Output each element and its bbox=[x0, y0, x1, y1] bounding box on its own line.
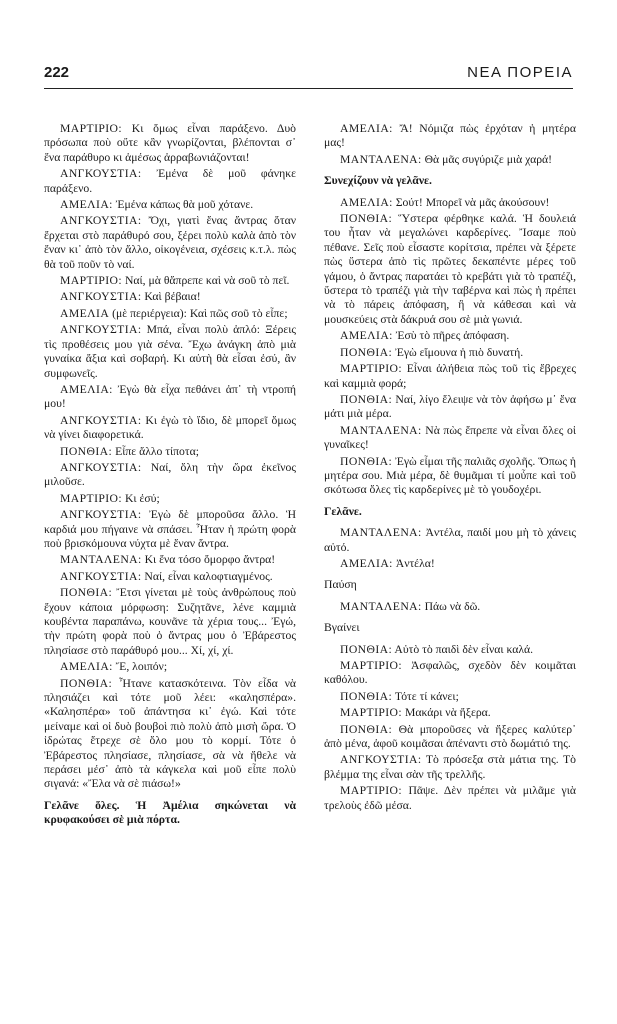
dialogue-line bbox=[324, 784, 576, 813]
speaker-name: ΜΑΝΤΑΛΕΝΑ: bbox=[340, 152, 422, 166]
speaker-name: ΜΑΡΤΙΡΙΟ: bbox=[340, 362, 403, 376]
stage-direction: Γελᾶνε. bbox=[324, 504, 362, 518]
speaker-name: ΠΟΝΘΙΑ: bbox=[340, 722, 393, 736]
page-number: 222 bbox=[44, 64, 70, 81]
dialogue-line bbox=[324, 329, 576, 343]
dialogue-line bbox=[324, 706, 576, 720]
dialogue-text: Ἐγὼ δὲ μποροῦσα ἄλλο. Ἡ καρδιά μου πήγαινε νὰ σπάσει. Ἦταν ἡ πρώτη φορὰ ποὺ βρισκόμουνα νύχτα μὲ ἕναν ἄντρα. bbox=[44, 508, 296, 550]
dialogue-text: Ἔ, λοιπόν; bbox=[112, 660, 168, 674]
dialogue-line bbox=[324, 557, 576, 571]
dialogue-text: Σούτ! Μπορεῖ νὰ μᾶς ἀκούσουν! bbox=[392, 195, 550, 209]
speaker-name: ΜΑΡΤΙΡΙΟ: bbox=[60, 274, 123, 288]
speaker-name: ΑΝΓΚΟΥΣΤΙΑ: bbox=[60, 413, 142, 427]
right-column bbox=[324, 122, 576, 815]
dialogue-line bbox=[324, 362, 576, 391]
dialogue-line bbox=[44, 660, 296, 674]
speaker-name: ΑΜΕΛΙΑ: bbox=[340, 329, 393, 343]
speaker-name: ΑΝΓΚΟΥΣΤΙΑ: bbox=[60, 290, 142, 304]
dialogue-text: Θὰ μᾶς συγύριζε μιὰ χαρά! bbox=[421, 152, 553, 166]
dialogue-line bbox=[44, 383, 296, 412]
speaker-name: ΑΝΓΚΟΥΣΤΙΑ: bbox=[60, 167, 142, 181]
stage-direction: Παύση bbox=[324, 578, 357, 592]
dialogue-text: Τὸ πρόσεξα στὰ μάτια της. Τὸ βλέμμα της εἶναι σὰν τῆς τρελλῆς. bbox=[324, 753, 576, 781]
speaker-name: ΠΟΝΘΙΑ: bbox=[340, 392, 393, 406]
dialogue-line bbox=[44, 553, 296, 567]
speaker-name: ΑΜΕΛΙΑ: bbox=[340, 195, 393, 209]
dialogue-line bbox=[44, 586, 296, 658]
dialogue-line bbox=[44, 461, 296, 490]
dialogue-text: Μπά, εἶναι πολὺ ἁπλό: Ξέρεις τὶς προθέσεις μου γιὰ σένα. Ἔχω ἀνάγκη ἀπὸ μιὰ γυναίκα ἄξια καὶ σοβαρή. Κι αὐτὴ θὰ εἶσαι ἐσύ, ἂν συμφωνεῖς. bbox=[44, 323, 296, 380]
dialogue-text: Κι ὅμως εἶναι παράξενο. Δυὸ πρόσωπα ποὺ οὔτε κἂν γνωρίζονται, βλέπονται σ᾽ ἕνα παράθυρο κι ἀμέσως ἀρραβωνιάζονται! bbox=[44, 122, 296, 164]
dialogue-line bbox=[44, 570, 296, 584]
dialogue-text: Ἐμένα κάπως θὰ μοῦ χότανε. bbox=[112, 198, 254, 212]
dialogue-text: Θὰ μποροῦσες νὰ ἤξερες καλύτερ᾽ ἀπὸ μένα, ἀφοῦ κοιμᾶσαι ἀπέναντι στὸ δωμάτιό της. bbox=[324, 722, 576, 751]
dialogue-line bbox=[324, 690, 576, 704]
dialogue-text: Ἐμένα δὲ μοῦ φάνηκε παράξενο. bbox=[44, 167, 296, 195]
dialogue-line bbox=[44, 414, 296, 443]
speaker-name: ΑΝΓΚΟΥΣΤΙΑ: bbox=[340, 753, 422, 767]
left-column bbox=[44, 122, 296, 835]
dialogue-line bbox=[324, 212, 576, 327]
dialogue-line bbox=[324, 753, 576, 782]
dialogue-text: Νὰ πὼς ἔπρεπε νὰ εἶναι ὅλες οἱ γυναῖκες! bbox=[324, 423, 576, 452]
stage-direction: Συνεχίζουν νὰ γελᾶνε. bbox=[324, 174, 432, 188]
dialogue-line bbox=[44, 323, 296, 381]
dialogue-text: Ἐγὼ εἶμαι τῆς παλιᾶς σχολῆς. Ὅπως ἡ μητέρα σου. Μιὰ μέρα, δὲ θυμᾶμαι τί μοὖπε καὶ τοῦ σκότωσα ὅλες τὶς καρδερίνες μὲ τὸ γουδοχέρι. bbox=[324, 454, 576, 497]
speaker-name: ΑΝΓΚΟΥΣΤΙΑ: bbox=[60, 460, 142, 474]
dialogue-text: Ὕστερα φέρθηκε καλά. Ἡ δουλειά του ἦταν νὰ μεγαλώνει καρδερίνες. Ἴσαμε ποὺ πέθανε. Σεῖς ποὺ εἶσαστε κορίτσια, πρέπει νὰ ξέρετε πὼς ὕστερα ἀπὸ τὶς πρῶτες δεκαπέντε μέρες τοῦ γάμου, ὁ ἄντρας παρατάει τὸ κρεβάτι γιὰ τὸ τραπέζι, ὕστερα τὸ τραπέζι γιὰ τὴν ταβέρνα καὶ πὼς ἡ πρέπει νὰ τὸ πάρεις ἀπόφαση, ἢ νὰ κάθεσαι καὶ νὰ μουσκεύεις στὰ δάκρυά σου σὲ μιὰ γωνιά. bbox=[324, 212, 576, 326]
dialogue-text: Ἐσὺ τὸ πῆρες ἀπόφαση. bbox=[392, 329, 510, 343]
dialogue-line bbox=[44, 290, 296, 304]
dialogue-line bbox=[324, 723, 576, 752]
speaker-name: ΑΝΓΚΟΥΣΤΙΑ: bbox=[60, 214, 142, 228]
dialogue-text: Κι ἐσύ; bbox=[122, 491, 160, 505]
dialogue-text: Ναί, μὰ θἄπρεπε καὶ νὰ σοῦ τὸ πεῖ. bbox=[122, 274, 290, 288]
dialogue-line bbox=[44, 122, 296, 165]
speaker-name: ΠΟΝΘΙΑ: bbox=[60, 444, 113, 458]
speaker-name: ΜΑΡΤΙΡΙΟ: bbox=[340, 706, 403, 720]
dialogue-text: Εἶπε ἄλλο τίποτα; bbox=[112, 444, 199, 458]
dialogue-line bbox=[44, 274, 296, 288]
dialogue-text: (μὲ περιέργεια): Καὶ πῶς σοῦ τὸ εἶπε; bbox=[109, 306, 288, 320]
dialogue-line bbox=[324, 122, 576, 151]
speaker-name: ΜΑΡΤΙΡΙΟ: bbox=[60, 122, 123, 135]
dialogue-line bbox=[324, 196, 576, 210]
speaker-name: ΠΟΝΘΙΑ: bbox=[340, 345, 393, 359]
speaker-name: ΜΑΡΤΙΡΙΟ: bbox=[340, 784, 403, 798]
speaker-name: ΑΜΕΛΙΑ bbox=[60, 306, 110, 320]
speaker-name: ΜΑΡΤΙΡΙΟ: bbox=[60, 491, 123, 505]
dialogue-text: Ἐγὼ θὰ εἶχα πεθάνει ἀπ᾽ τὴ ντροπή μου! bbox=[44, 382, 296, 411]
speaker-name: ΜΑΝΤΑΛΕΝΑ: bbox=[60, 553, 142, 567]
dialogue-text: Ναί, εἶναι καλοφτιαγμένος. bbox=[141, 569, 273, 583]
speaker-name: ΠΟΝΘΙΑ: bbox=[340, 642, 393, 656]
speaker-name: ΠΟΝΘΙΑ: bbox=[340, 454, 393, 468]
dialogue-line bbox=[44, 167, 296, 196]
dialogue-text: Ἀσφαλῶς, σχεδὸν δὲν κοιμᾶται καθόλου. bbox=[324, 659, 576, 687]
dialogue-text: Ἐγὼ εἴμουνα ἡ πιὸ δυνατή. bbox=[392, 345, 524, 359]
speaker-name: ΑΝΓΚΟΥΣΤΙΑ: bbox=[60, 323, 142, 337]
dialogue-line bbox=[44, 307, 296, 321]
stage-direction: Βγαίνει bbox=[324, 621, 360, 635]
speaker-name: ΑΜΕΛΙΑ: bbox=[60, 660, 113, 674]
dialogue-line bbox=[324, 659, 576, 688]
speaker-name: ΠΟΝΘΙΑ: bbox=[340, 689, 393, 703]
dialogue-text: Κι ἐγὼ τὸ ἴδιο, δὲ μπορεῖ ὅμως νὰ γίνει διαφορετικά. bbox=[44, 413, 296, 442]
dialogue-text: Αὐτὸ τὸ παιδὶ δὲν εἶναι καλά. bbox=[392, 642, 534, 656]
dialogue-text: Καὶ βέβαια! bbox=[141, 290, 201, 304]
dialogue-line bbox=[44, 214, 296, 272]
speaker-name: ΜΑΡΤΙΡΙΟ: bbox=[340, 659, 403, 672]
speaker-name: ΠΟΝΘΙΑ: bbox=[60, 586, 113, 600]
speaker-name: ΑΝΓΚΟΥΣΤΙΑ: bbox=[60, 569, 142, 583]
header-rule bbox=[44, 88, 573, 89]
speaker-name: ΜΑΝΤΑΛΕΝΑ: bbox=[340, 526, 422, 540]
dialogue-text: Ἔτσι γίνεται μὲ τοὺς ἀνθρώπους ποὺ ἔχουν κάποια μόρφωση: Συζητᾶνε, λένε καμμιὰ κουβέντα παραπάνω, κουνᾶνε τὰ χέρια τους... Ἐγώ, τὴν πρώτη φορὰ ποὺ ὁ ἄντρας μου ὁ Ἐβάρεστος πλησίασε στὸ παράθυρό μου... Χί, χί, χί. bbox=[44, 586, 296, 657]
speaker-name: ΑΜΕΛΙΑ: bbox=[340, 556, 393, 570]
dialogue-text: Ἀντέλα, παιδί μου μὴ τὸ χάνεις αὐτό. bbox=[324, 526, 576, 554]
dialogue-line bbox=[44, 445, 296, 459]
dialogue-text: Ἦτανε κατασκότεινα. Τὸν εἶδα νὰ πλησιάζει καὶ τότε μοῦ λέει: «καλησπέρα». «Καλησπέρα» τοῦ ἀπάντησα κι᾽ ἐγώ. Καὶ τότε μείναμε καὶ οἱ δυὸ βουβοὶ πιὸ πολὺ ἀπὸ μισὴ ὥρα. Ὁ ἱδρώτας ἔτρεχε σὲ ὅλο μου τὸ κορμί. Τότε ὁ Ἐβάρεστος πλησίασε, πλησίασε, σὰ νὰ ἤθελε νὰ περάσει μέσ᾽ ἀπὸ τὰ κάγκελα καὶ μοῦ εἶπε πολὺ σιγανά: «Ἔλα νὰ σὲ πιάσω!» bbox=[44, 676, 296, 791]
dialogue-text: Ἄ! Νόμιζα πὼς ἐρχόταν ἡ μητέρα μας! bbox=[324, 122, 576, 150]
dialogue-text: Ναί, λίγο ἔλειψε νὰ τὸν ἀφήσω μ᾽ ἕνα μάτι μιὰ μέρα. bbox=[324, 392, 576, 421]
dialogue-line bbox=[324, 643, 576, 657]
speaker-name: ΠΟΝΘΙΑ: bbox=[60, 676, 113, 690]
dialogue-text: Μακάρι νὰ ἤξερα. bbox=[402, 706, 491, 720]
dialogue-line bbox=[44, 508, 296, 551]
dialogue-line bbox=[44, 677, 296, 792]
dialogue-text: Πάω νὰ δῶ. bbox=[421, 599, 481, 613]
speaker-name: ΜΑΝΤΑΛΕΝΑ: bbox=[340, 423, 422, 437]
dialogue-text: Ὄχι, γιατὶ ἕνας ἄντρας ὅταν ἔρχεται στὸ παράθυρό σου, ξέρει πολὺ καλὰ ἀπὸ τὸν ἕναν κι᾽ ἀπὸ τὸν ἄλλο, οἰκογένεια, σχέσεις κ.τ.λ. πὼς θὰ τοῦ ποῦν τὸ ναί. bbox=[44, 214, 296, 271]
speaker-name: ΑΜΕΛΙΑ: bbox=[60, 382, 113, 396]
dialogue-text: Ἀντέλα! bbox=[392, 556, 435, 570]
dialogue-line bbox=[324, 455, 576, 498]
speaker-name: ΑΜΕΛΙΑ: bbox=[60, 198, 113, 212]
stage-direction: Γελᾶνε ὅλες. Ἡ Ἀμέλια σηκώνεται νὰ κρυφακούσει σὲ μιὰ πόρτα. bbox=[44, 798, 296, 827]
dialogue-line bbox=[324, 600, 576, 614]
dialogue-line bbox=[324, 153, 576, 167]
dialogue-text: Τότε τί κάνει; bbox=[392, 689, 459, 703]
speaker-name: ΑΜΕΛΙΑ: bbox=[340, 122, 393, 135]
running-head: ΝΕΑ ΠΟΡΕΙΑ bbox=[467, 64, 573, 81]
speaker-name: ΠΟΝΘΙΑ: bbox=[340, 212, 393, 226]
dialogue-text: Κι ἕνα τόσο ὄμορφο ἄντρα! bbox=[141, 553, 276, 567]
speaker-name: ΑΝΓΚΟΥΣΤΙΑ: bbox=[60, 508, 142, 522]
dialogue-line bbox=[324, 346, 576, 360]
dialogue-line bbox=[44, 492, 296, 506]
dialogue-text: Εἶναι ἀλήθεια πὼς τοῦ τὶς ἔβρεχες καὶ καμμιὰ φορά; bbox=[324, 362, 576, 390]
speaker-name: ΜΑΝΤΑΛΕΝΑ: bbox=[340, 599, 422, 613]
dialogue-line bbox=[324, 424, 576, 453]
dialogue-line bbox=[324, 526, 576, 555]
dialogue-line bbox=[324, 393, 576, 422]
dialogue-text: Ναί, ὅλη τὴν ὥρα ἐκεῖνος μιλοῦσε. bbox=[44, 460, 296, 489]
dialogue-line bbox=[44, 198, 296, 212]
dialogue-text: Πᾶψε. Δὲν πρέπει νὰ μιλᾶμε γιὰ τρελοὺς ἐδῶ μέσα. bbox=[324, 784, 576, 812]
